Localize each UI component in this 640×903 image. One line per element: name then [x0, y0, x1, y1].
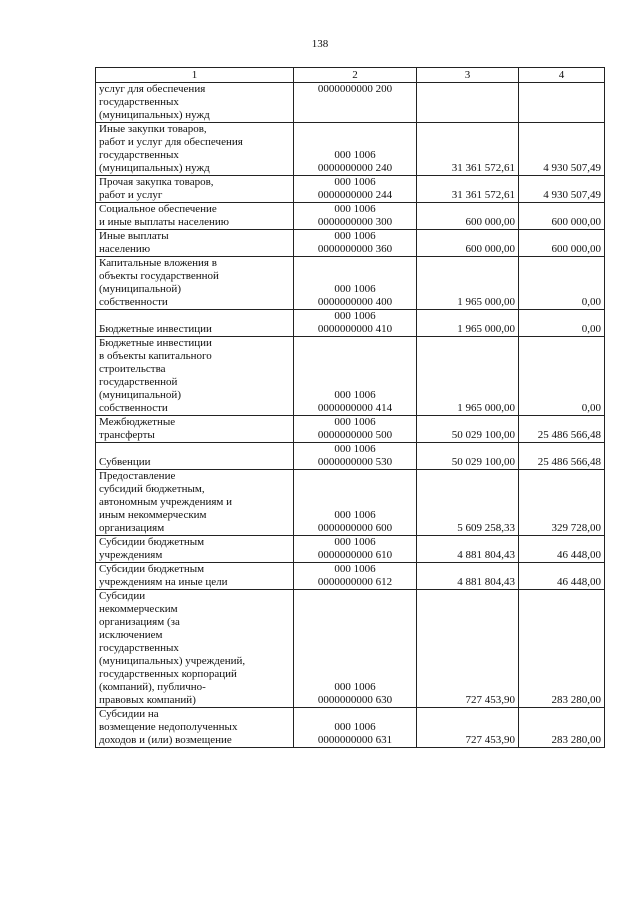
row-code: 000 1006 0000000000 414 — [294, 337, 417, 416]
row-code: 000 1006 0000000000 400 — [294, 257, 417, 310]
row-code: 000 1006 0000000000 410 — [294, 310, 417, 337]
table-row — [96, 708, 605, 748]
table-row — [96, 230, 605, 257]
row-name: Субсидии на возмещение недополученных доходов и (или) возмещение — [96, 708, 294, 748]
table-row — [96, 563, 605, 590]
table-row — [96, 257, 605, 310]
row-value-col3: 4 881 804,43 — [417, 536, 519, 563]
page-number: 138 — [311, 38, 329, 50]
row-value-col4: 25 486 566,48 — [519, 416, 605, 443]
row-name: Субсидии бюджетным учреждениям на иные цели — [96, 563, 294, 590]
row-value-col4: 4 930 507,49 — [519, 176, 605, 203]
row-value-col3: 5 609 258,33 — [417, 470, 519, 536]
row-value-col3: 31 361 572,61 — [417, 123, 519, 176]
row-value-col3: 4 881 804,43 — [417, 563, 519, 590]
table-row — [96, 83, 605, 123]
table-row — [96, 337, 605, 416]
table-row — [96, 203, 605, 230]
row-name: Субсидии бюджетным учреждениям — [96, 536, 294, 563]
row-value-col4: 46 448,00 — [519, 536, 605, 563]
row-name: Предоставление субсидий бюджетным, автономным учреждениям и иным некоммерческим организациям — [96, 470, 294, 536]
row-value-col4: 283 280,00 — [519, 590, 605, 708]
row-value-col3: 1 965 000,00 — [417, 257, 519, 310]
row-value-col3: 50 029 100,00 — [417, 443, 519, 470]
table-body — [96, 83, 605, 748]
row-value-col3: 1 965 000,00 — [417, 337, 519, 416]
row-code: 000 1006 0000000000 631 — [294, 708, 417, 748]
row-value-col3: 1 965 000,00 — [417, 310, 519, 337]
row-value-col4: 25 486 566,48 — [519, 443, 605, 470]
row-value-col4 — [519, 83, 605, 123]
row-code: 0000000000 200 — [294, 83, 417, 123]
row-name: Социальное обеспечение и иные выплаты населению — [96, 203, 294, 230]
table-row — [96, 123, 605, 176]
row-code: 000 1006 0000000000 530 — [294, 443, 417, 470]
table-row — [96, 416, 605, 443]
table-header-row — [96, 68, 605, 83]
row-value-col3: 31 361 572,61 — [417, 176, 519, 203]
row-value-col4: 46 448,00 — [519, 563, 605, 590]
table-row — [96, 310, 605, 337]
row-code: 000 1006 0000000000 612 — [294, 563, 417, 590]
row-code: 000 1006 0000000000 360 — [294, 230, 417, 257]
column-header-4: 4 — [519, 68, 605, 83]
row-value-col3 — [417, 83, 519, 123]
row-code: 000 1006 0000000000 244 — [294, 176, 417, 203]
row-value-col4: 0,00 — [519, 310, 605, 337]
table-row — [96, 590, 605, 708]
column-header-3: 3 — [417, 68, 519, 83]
row-code: 000 1006 0000000000 610 — [294, 536, 417, 563]
row-value-col4: 600 000,00 — [519, 203, 605, 230]
row-value-col3: 600 000,00 — [417, 230, 519, 257]
row-name: Межбюджетные трансферты — [96, 416, 294, 443]
row-name: Иные закупки товаров, работ и услуг для обеспечения государственных (муниципальных) нужд — [96, 123, 294, 176]
row-code: 000 1006 0000000000 500 — [294, 416, 417, 443]
row-code: 000 1006 0000000000 630 — [294, 590, 417, 708]
table-row — [96, 470, 605, 536]
row-value-col3: 727 453,90 — [417, 590, 519, 708]
row-code: 000 1006 0000000000 600 — [294, 470, 417, 536]
row-value-col3: 50 029 100,00 — [417, 416, 519, 443]
row-name: Иные выплаты населению — [96, 230, 294, 257]
row-code: 000 1006 0000000000 300 — [294, 203, 417, 230]
row-name: Бюджетные инвестиции в объекты капитального строительства государственной (муниципальной) собственности — [96, 337, 294, 416]
row-name: Субсидии некоммерческим организациям (за исключением государственных (муниципальных) учреждений, государственных корпораций (компаний), публично- правовых компаний) — [96, 590, 294, 708]
row-name: Бюджетные инвестиции — [96, 310, 294, 337]
row-value-col3: 727 453,90 — [417, 708, 519, 748]
column-header-2: 2 — [294, 68, 417, 83]
row-value-col4: 0,00 — [519, 257, 605, 310]
table-row — [96, 536, 605, 563]
row-value-col4: 329 728,00 — [519, 470, 605, 536]
row-name: Субвенции — [96, 443, 294, 470]
row-value-col4: 4 930 507,49 — [519, 123, 605, 176]
row-name: услуг для обеспечения государственных (муниципальных) нужд — [96, 83, 294, 123]
table-row — [96, 176, 605, 203]
row-code: 000 1006 0000000000 240 — [294, 123, 417, 176]
table-row — [96, 443, 605, 470]
row-value-col4: 283 280,00 — [519, 708, 605, 748]
row-name: Капитальные вложения в объекты государственной (муниципальной) собственности — [96, 257, 294, 310]
row-name: Прочая закупка товаров, работ и услуг — [96, 176, 294, 203]
row-value-col4: 600 000,00 — [519, 230, 605, 257]
row-value-col4: 0,00 — [519, 337, 605, 416]
row-value-col3: 600 000,00 — [417, 203, 519, 230]
budget-table — [95, 67, 605, 748]
column-header-1: 1 — [96, 68, 294, 83]
